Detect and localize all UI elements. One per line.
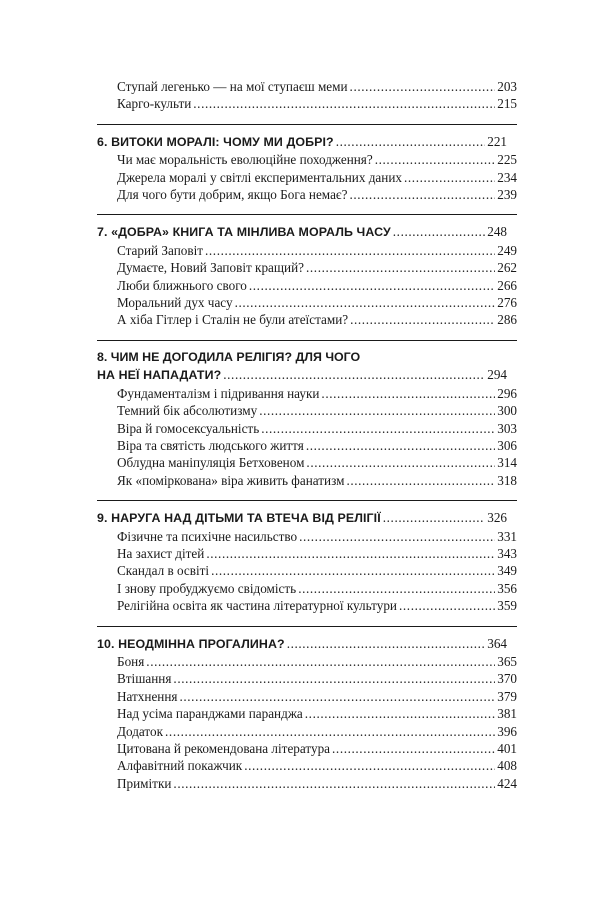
toc-entry-title: Втішання bbox=[117, 671, 172, 687]
dot-leader bbox=[404, 169, 495, 186]
toc-entry[interactable] bbox=[117, 95, 517, 112]
toc-entry-page: 215 bbox=[497, 96, 517, 112]
toc-entry-title: Додаток bbox=[117, 723, 164, 739]
toc-entry-page: 370 bbox=[497, 671, 517, 687]
dot-leader bbox=[235, 294, 496, 311]
toc-entry-title: Фундаменталізм і підривання науки bbox=[117, 385, 320, 401]
toc-entry-title: А хіба Гітлер і Сталін не були атеїстами? bbox=[117, 312, 349, 328]
toc-entry[interactable] bbox=[117, 597, 517, 614]
chapter-title: 6. ВИТОКИ МОРАЛІ: ЧОМУ МИ ДОБРІ? bbox=[97, 134, 334, 149]
dot-leader bbox=[211, 562, 495, 579]
chapter-9 bbox=[97, 500, 517, 614]
dot-leader bbox=[336, 133, 486, 150]
toc-entry[interactable] bbox=[117, 294, 517, 311]
toc-entry[interactable] bbox=[117, 705, 517, 722]
dot-leader bbox=[349, 186, 495, 203]
chapter-page: 248 bbox=[487, 224, 507, 240]
toc-entry-title: Темний бік абсолютизму bbox=[117, 403, 258, 419]
toc-entry-title: Над усіма паранджами паранджа bbox=[117, 706, 303, 722]
toc-entry-title: Боня bbox=[117, 653, 145, 669]
toc-entry-title: Люби ближнього свого bbox=[117, 277, 247, 293]
toc-entry[interactable] bbox=[117, 259, 517, 276]
dot-leader bbox=[259, 402, 495, 419]
chapter-6 bbox=[97, 124, 517, 204]
toc-entry-page: 300 bbox=[497, 403, 517, 419]
toc-entry-page: 306 bbox=[497, 437, 517, 453]
chapter-heading[interactable] bbox=[97, 223, 517, 241]
toc-entry[interactable] bbox=[117, 653, 517, 670]
toc-entry-title: Облудна маніпуляція Бетховеном bbox=[117, 455, 305, 471]
dot-leader bbox=[298, 580, 495, 597]
toc-entry[interactable] bbox=[117, 723, 517, 740]
dot-leader bbox=[223, 366, 485, 383]
chapter-page: 326 bbox=[487, 510, 507, 526]
dot-leader bbox=[249, 277, 495, 294]
toc-entry-page: 276 bbox=[497, 295, 517, 311]
toc-entry[interactable] bbox=[117, 242, 517, 259]
toc-entry[interactable] bbox=[117, 454, 517, 471]
dot-leader bbox=[205, 242, 495, 259]
chapter-page: 221 bbox=[487, 133, 507, 149]
dot-leader bbox=[306, 437, 495, 454]
toc-entry[interactable] bbox=[117, 402, 517, 419]
toc-entry-page: 203 bbox=[497, 79, 517, 94]
toc-entry-title: Старий Заповіт bbox=[117, 242, 203, 258]
dot-leader bbox=[306, 454, 495, 471]
toc-entry[interactable] bbox=[117, 580, 517, 597]
toc-entry-page: 349 bbox=[497, 563, 517, 579]
chapter-title: 7. «ДОБРА» КНИГА ТА МІНЛИВА МОРАЛЬ ЧАСУ bbox=[97, 225, 391, 240]
toc-entry-page: 331 bbox=[497, 528, 517, 544]
toc-entry-page: 303 bbox=[497, 420, 517, 436]
dot-leader bbox=[206, 545, 495, 562]
toc-entry-page: 365 bbox=[497, 653, 517, 669]
dot-leader bbox=[306, 259, 495, 276]
toc-entry-title: Як «поміркована» віра живить фанатизм bbox=[117, 472, 345, 488]
toc-entry-page: 239 bbox=[497, 187, 517, 203]
toc-entry[interactable] bbox=[117, 757, 517, 774]
toc-entry-title: Алфавітний покажчик bbox=[117, 758, 243, 774]
toc-entry-page: 401 bbox=[497, 741, 517, 756]
toc-entry-page: 356 bbox=[497, 580, 517, 596]
dot-leader bbox=[299, 528, 495, 545]
chapter-title: 9. НАРУГА НАД ДІТЬМИ ТА ВТЕЧА ВІД РЕЛІГІЇ bbox=[97, 511, 381, 526]
toc-entry-title: Карго-культи bbox=[117, 96, 192, 112]
dot-leader bbox=[375, 151, 495, 168]
toc-entry-title: Примітки bbox=[117, 775, 172, 791]
toc-entry[interactable] bbox=[117, 420, 517, 437]
toc-entry-title: На захист дітей bbox=[117, 545, 205, 561]
toc-entry[interactable] bbox=[117, 472, 517, 489]
toc-entry[interactable] bbox=[117, 311, 517, 328]
toc-entry-title: Для чого бути добрим, якщо Бога немає? bbox=[117, 187, 348, 203]
toc-entry[interactable] bbox=[117, 562, 517, 579]
toc-entry-page: 266 bbox=[497, 277, 517, 293]
toc-entry[interactable] bbox=[117, 78, 517, 95]
chapter-title-line-2: НА НЕЇ НАПАДАТИ? bbox=[97, 368, 222, 383]
chapter-8 bbox=[97, 340, 517, 489]
dot-leader bbox=[305, 705, 495, 722]
toc-entry-page: 343 bbox=[497, 545, 517, 561]
toc-entry[interactable] bbox=[117, 186, 517, 203]
toc-entry-title: Скандал в освіті bbox=[117, 563, 210, 579]
dot-leader bbox=[332, 740, 495, 757]
toc-entry-title: Цитована й рекомендована література bbox=[117, 741, 331, 756]
dot-leader bbox=[393, 223, 485, 240]
toc-entry-page: 359 bbox=[497, 598, 517, 614]
chapter-7 bbox=[97, 214, 517, 328]
dot-leader bbox=[146, 653, 495, 670]
dot-leader bbox=[350, 78, 496, 95]
chapter-heading[interactable] bbox=[97, 133, 517, 151]
chapter-heading[interactable] bbox=[97, 366, 517, 384]
toc-entry-title: Натхнення bbox=[117, 688, 178, 704]
table-of-contents bbox=[97, 78, 517, 803]
toc-entry[interactable] bbox=[117, 670, 517, 687]
dot-leader bbox=[383, 509, 485, 526]
dot-leader bbox=[244, 757, 495, 774]
dot-leader bbox=[399, 597, 495, 614]
dot-leader bbox=[287, 635, 486, 652]
toc-entry-page: 286 bbox=[497, 312, 517, 328]
toc-entry-page: 314 bbox=[497, 455, 517, 471]
dot-leader bbox=[165, 723, 495, 740]
toc-entry-page: 225 bbox=[497, 152, 517, 168]
dot-leader bbox=[321, 385, 495, 402]
toc-entry[interactable] bbox=[117, 545, 517, 562]
toc-entry-title: Релігійна освіта як частина літературної культури bbox=[117, 598, 397, 614]
toc-entry-title: Моральний дух часу bbox=[117, 295, 233, 311]
dot-leader bbox=[346, 472, 495, 489]
toc-entry[interactable] bbox=[117, 385, 517, 402]
toc-entry[interactable] bbox=[117, 688, 517, 705]
dot-leader bbox=[193, 95, 495, 112]
dot-leader bbox=[350, 311, 495, 328]
toc-entry-title: Думаєте, Новий Заповіт кращий? bbox=[117, 260, 305, 276]
toc-continuation bbox=[97, 78, 517, 113]
toc-entry-page: 318 bbox=[497, 472, 517, 488]
toc-entry[interactable] bbox=[117, 528, 517, 545]
toc-entry[interactable] bbox=[117, 169, 517, 186]
dot-leader bbox=[173, 670, 495, 687]
toc-entry[interactable] bbox=[117, 437, 517, 454]
chapter-title-line-1[interactable]: 8. ЧИМ НЕ ДОГОДИЛА РЕЛІГІЯ? ДЛЯ ЧОГО bbox=[97, 349, 361, 364]
chapter-10 bbox=[97, 626, 517, 793]
toc-entry[interactable] bbox=[117, 151, 517, 168]
toc-entry-page: 249 bbox=[497, 242, 517, 258]
dot-leader bbox=[173, 775, 495, 792]
toc-entry-title: І знову пробуджуємо свідомість bbox=[117, 580, 297, 596]
dot-leader bbox=[261, 420, 495, 437]
toc-entry-page: 424 bbox=[497, 775, 517, 791]
toc-entry-page: 379 bbox=[497, 688, 517, 704]
toc-entry-title: Ступай легенько — на мої ступаєш меми bbox=[117, 79, 348, 94]
chapter-title: 10. НЕОДМІННА ПРОГАЛИНА? bbox=[97, 636, 285, 651]
toc-entry-page: 234 bbox=[497, 169, 517, 185]
chapter-page: 364 bbox=[487, 635, 507, 651]
toc-entry-page: 396 bbox=[497, 723, 517, 739]
toc-entry-page: 408 bbox=[497, 758, 517, 774]
toc-entry-title: Джерела моралі у світлі експериментальних даних bbox=[117, 169, 402, 185]
chapter-heading[interactable] bbox=[97, 635, 517, 653]
toc-entry-page: 262 bbox=[497, 260, 517, 276]
dot-leader bbox=[179, 688, 495, 705]
toc-entry[interactable] bbox=[117, 277, 517, 294]
chapter-heading[interactable] bbox=[97, 509, 517, 527]
toc-entry[interactable] bbox=[117, 740, 517, 757]
toc-entry[interactable] bbox=[117, 775, 517, 792]
toc-entry-page: 381 bbox=[497, 706, 517, 722]
toc-entry-title: Віра та святість людського життя bbox=[117, 437, 304, 453]
chapter-page: 294 bbox=[487, 367, 507, 383]
toc-entry-title: Чи має моральність еволюційне походження? bbox=[117, 152, 373, 168]
toc-entry-title: Віра й гомосексуальність bbox=[117, 420, 260, 436]
toc-entry-page: 296 bbox=[497, 385, 517, 401]
toc-entry-title: Фізичне та психічне насильство bbox=[117, 528, 298, 544]
